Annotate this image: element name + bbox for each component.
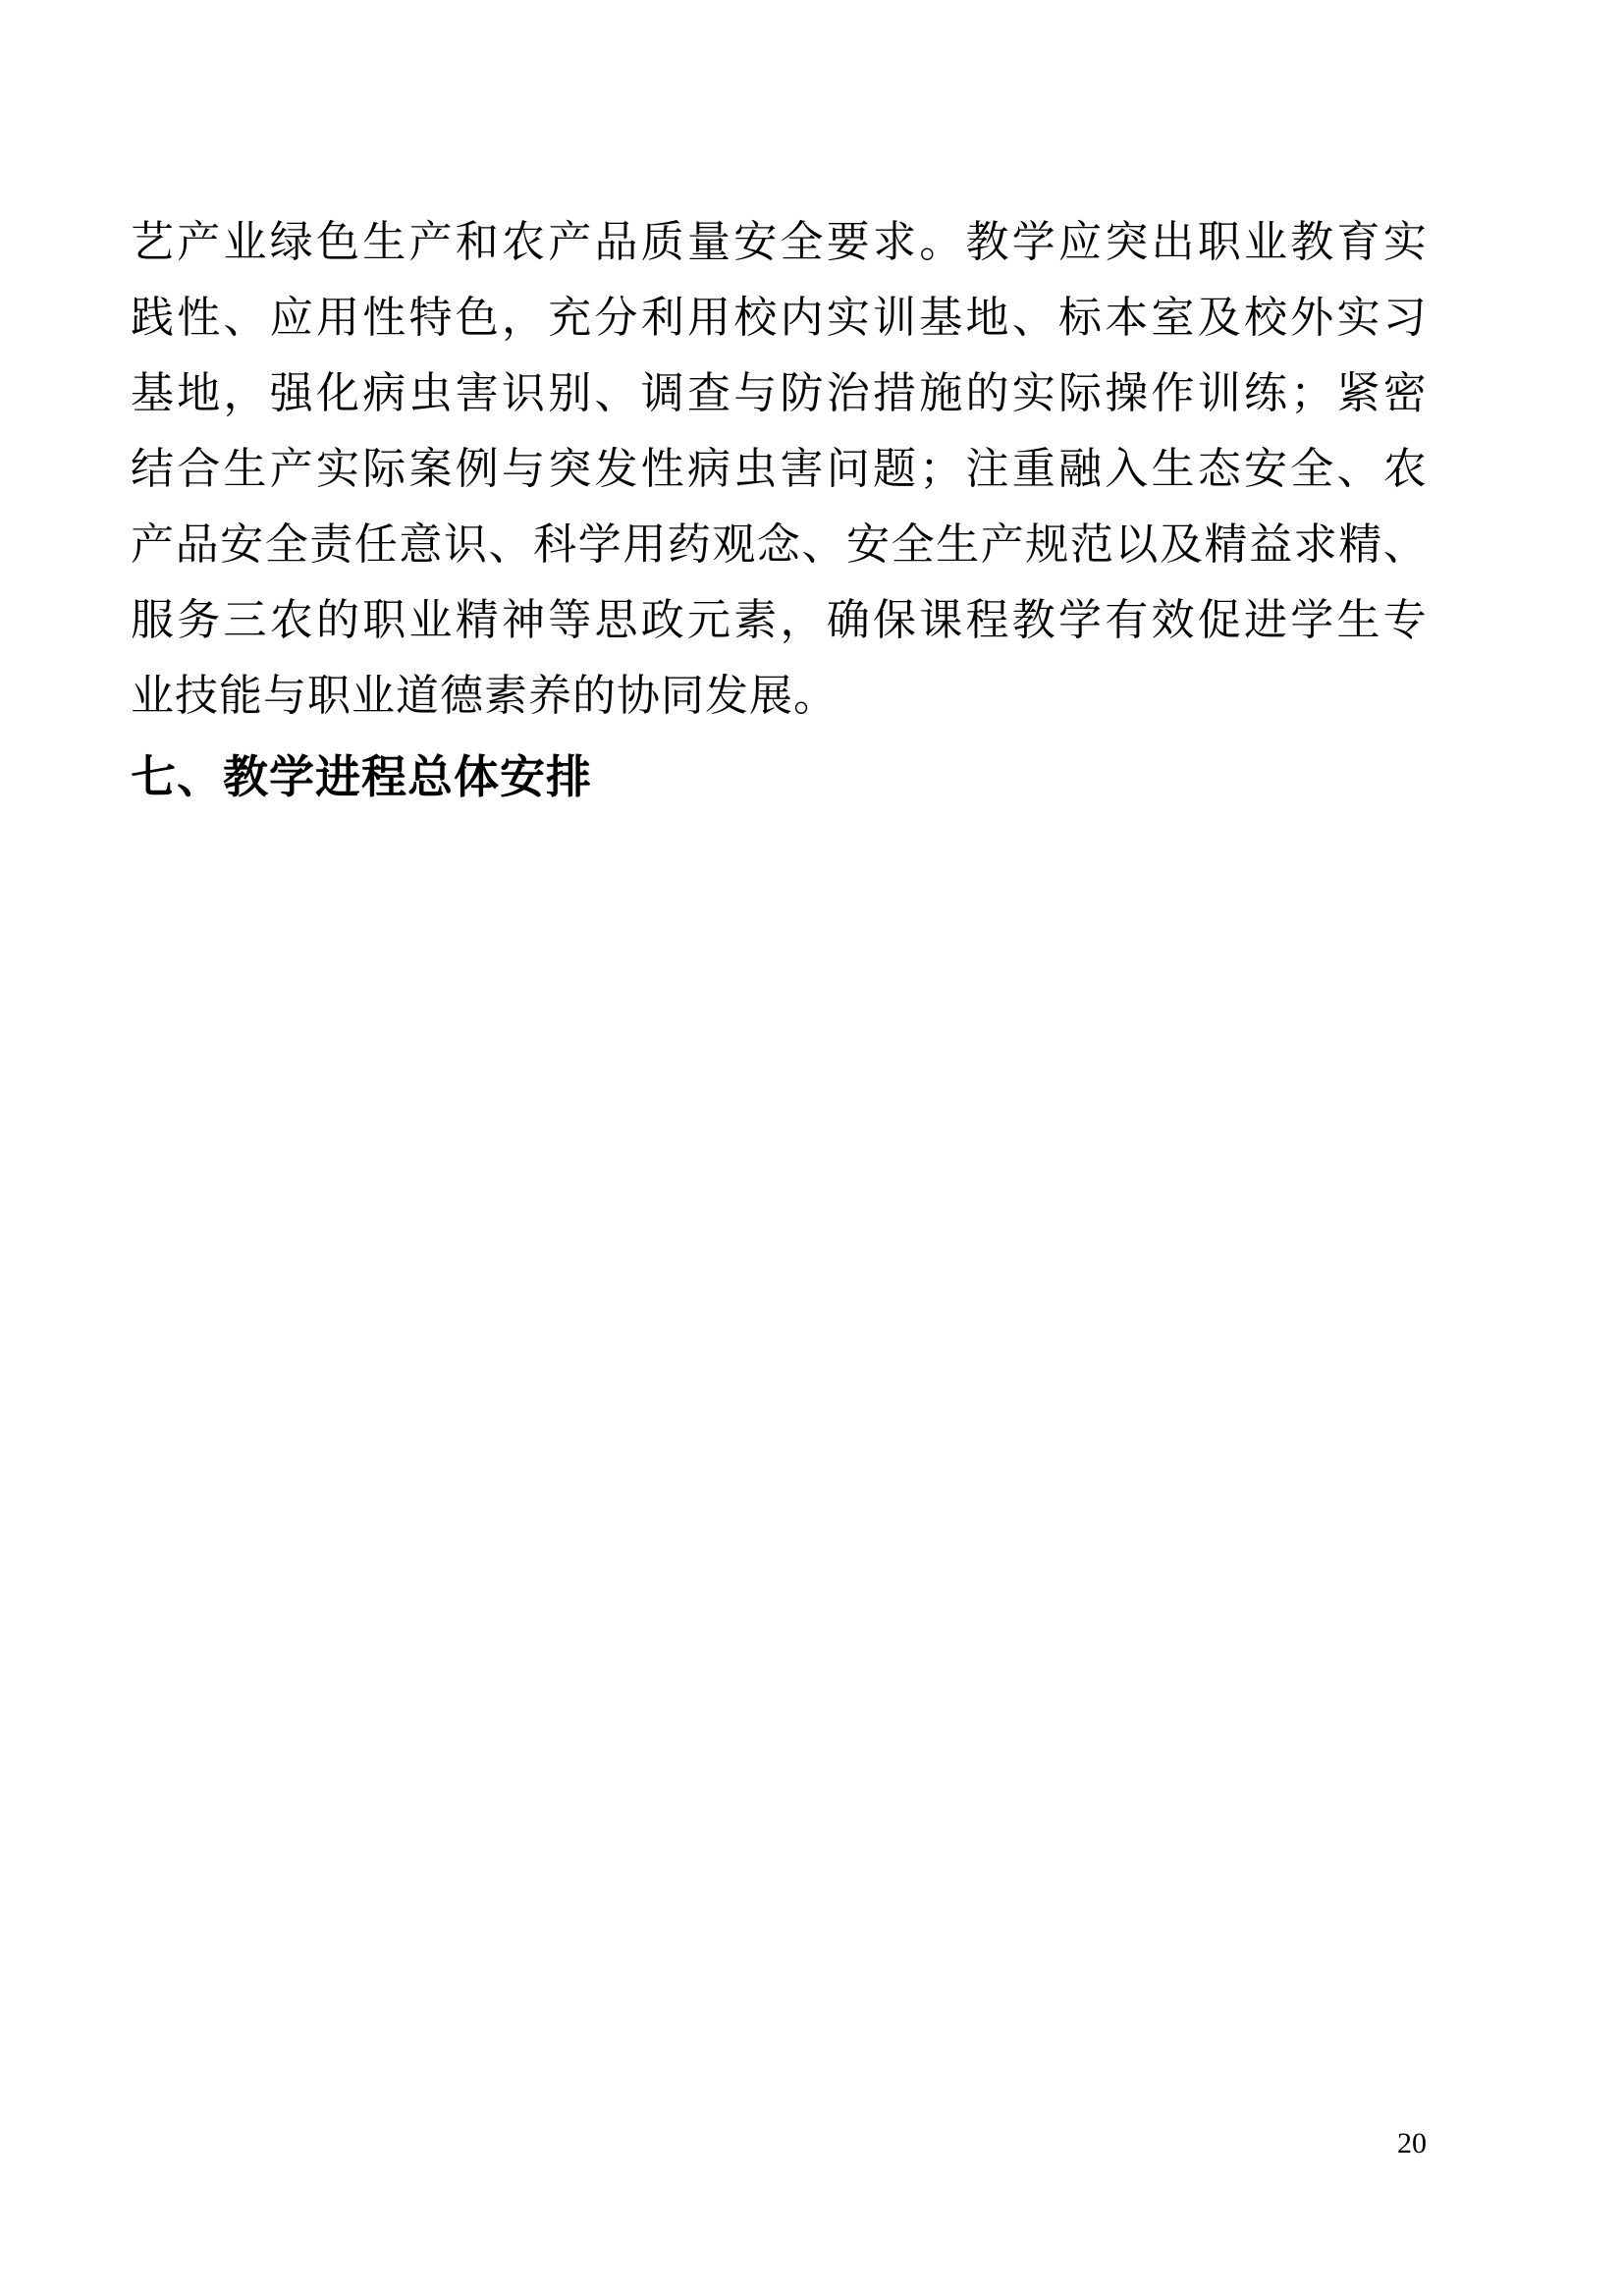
paragraph-line: 践 性 、 应 用 性 特 色 ， 充 分 利 用 校 内 实 训 基 地 、 标 本 室 及 校 外 实 习 bbox=[131, 294, 1427, 342]
paragraph-line: 艺 产 业 绿 色 生 产 和 农 产 品 质 量 安 全 要 求 。 教 学 应 突 出 职 业 教 育 实 bbox=[131, 218, 1427, 266]
page-number: 20 bbox=[1397, 2127, 1427, 2159]
paragraph-line: 基 地 ， 强 化 病 虫 害 识 别 、 调 查 与 防 治 措 施 的 实 际 操 作 训 练 ； 紧 密 bbox=[131, 369, 1427, 417]
paragraph-line: 业技能与职业道德素养的协同发展。 bbox=[131, 672, 838, 720]
paragraph-line: 产 品 安 全 责 任 意 识 、 科 学 用 药 观 念 、 安 全 生 产 规 范 以 及 精 益 求 精 、 bbox=[131, 520, 1427, 569]
paragraph-line: 结 合 生 产 实 际 案 例 与 突 发 性 病 虫 害 问 题 ； 注 重 融 入 生 态 安 全 、 农 bbox=[131, 445, 1427, 493]
section-heading: 七、教学进程总体安排 bbox=[131, 752, 592, 802]
body-paragraph bbox=[131, 204, 1427, 734]
text-block bbox=[131, 204, 1427, 815]
paragraph-line: 服 务 三 农 的 职 业 精 神 等 思 政 元 素 ， 确 保 课 程 教 学 有 效 促 进 学 生 专 bbox=[131, 596, 1427, 644]
